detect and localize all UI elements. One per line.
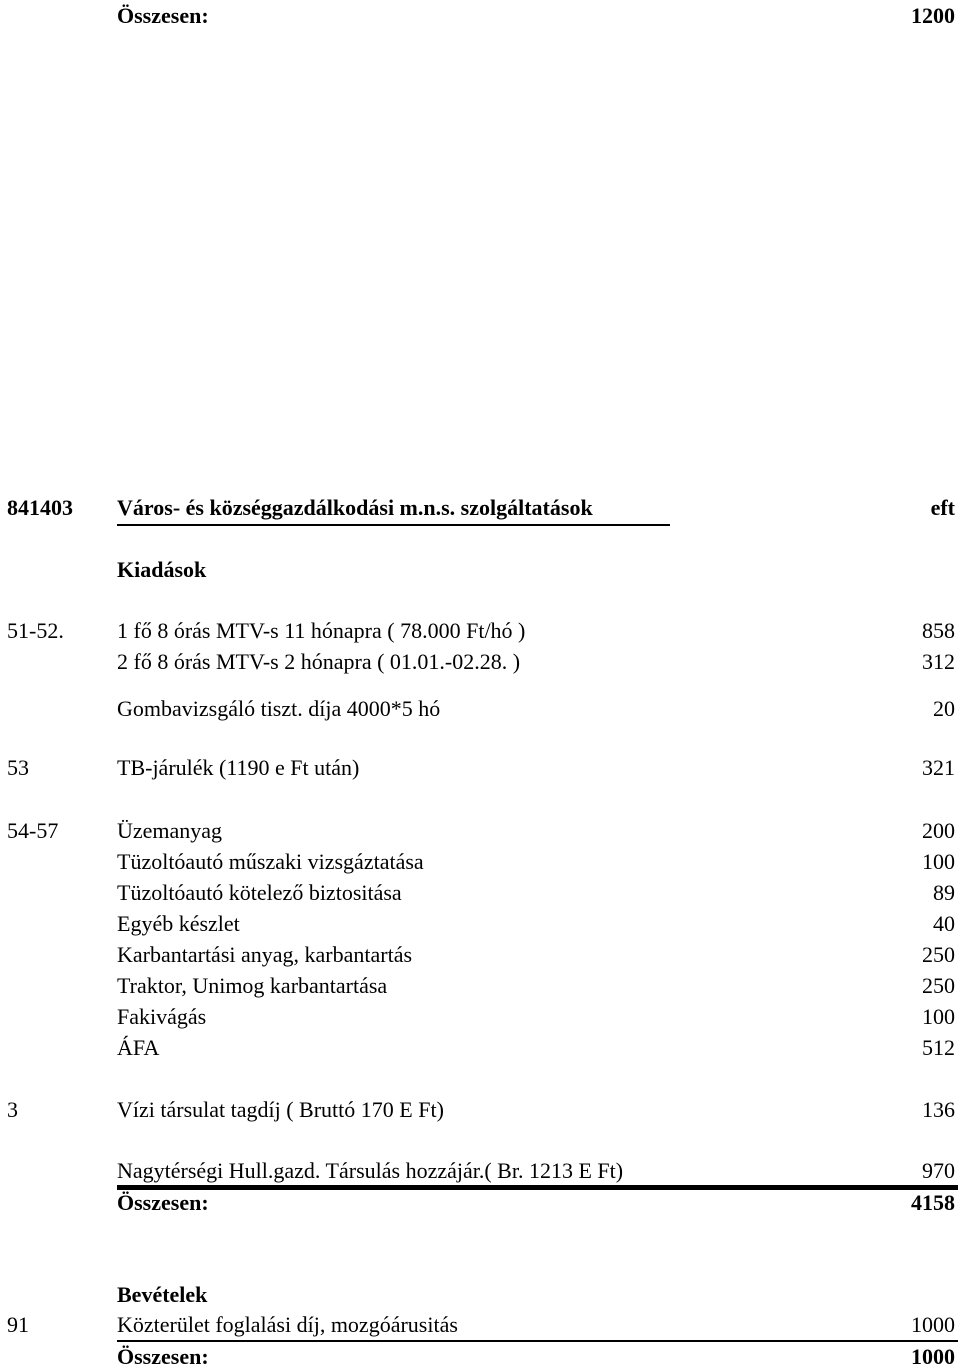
revenues-total-amount: 1000 [911,1344,955,1369]
row-desc: TB-járulék (1190 e Ft után) [117,755,360,780]
section-code: 841403 [7,495,73,520]
row-amount: 136 [922,1097,955,1122]
row-code: 53 [7,755,29,780]
row-amount: 970 [922,1158,955,1183]
row-code: 54-57 [7,818,59,843]
row-desc: Tüzoltóautó műszaki vizsgáztatása [117,849,424,874]
expenses-heading: Kiadások [117,557,207,582]
row-amount: 89 [933,880,955,905]
row-amount: 250 [922,973,955,998]
section-title: Város- és községgazdálkodási m.n.s. szolgáltatások [117,495,593,520]
revenues-total-rule [117,1340,958,1342]
section-title-underline [117,524,670,526]
row-desc: Vízi társulat tagdíj ( Bruttó 170 E Ft) [117,1097,444,1122]
row-amount: 100 [922,849,955,874]
expenses-total-label: Összesen: [117,1190,209,1215]
row-amount: 858 [922,618,955,643]
row-amount: 1000 [911,1312,955,1337]
top-total-amount: 1200 [911,3,955,28]
row-amount: 321 [922,755,955,780]
row-amount: 200 [922,818,955,843]
row-amount: 100 [922,1004,955,1029]
row-amount: 512 [922,1035,955,1060]
revenues-heading: Bevételek [117,1282,208,1307]
row-desc: Tüzoltóautó kötelező biztositása [117,880,402,905]
row-code: 91 [7,1312,29,1337]
row-desc: Karbantartási anyag, karbantartás [117,942,413,967]
row-desc: Közterület foglalási díj, mozgóárusitás [117,1312,458,1337]
row-code: 51-52. [7,618,64,643]
row-code: 3 [7,1097,18,1122]
section-unit: eft [930,495,955,520]
row-desc: Gombavizsgáló tiszt. díja 4000*5 hó [117,696,441,721]
row-amount: 250 [922,942,955,967]
row-desc: 2 fő 8 órás MTV-s 2 hónapra ( 01.01.-02.28. ) [117,649,521,674]
top-total-label: Összesen: [117,3,209,28]
row-desc: Nagytérségi Hull.gazd. Társulás hozzájár.( Br. 1213 E Ft) [117,1158,624,1183]
row-amount: 312 [922,649,955,674]
row-amount: 40 [933,911,955,936]
row-desc: 1 fő 8 órás MTV-s 11 hónapra ( 78.000 Ft/hó ) [117,618,526,643]
row-desc: Fakivágás [117,1004,207,1029]
expenses-total-amount: 4158 [911,1190,955,1215]
expenses-total-rule [117,1185,958,1190]
row-amount: 20 [933,696,955,721]
revenues-total-label: Összesen: [117,1344,209,1369]
row-desc: Üzemanyag [117,818,223,843]
row-desc: Traktor, Unimog karbantartása [117,973,388,998]
row-desc: ÁFA [117,1035,160,1060]
row-desc: Egyéb készlet [117,911,240,936]
